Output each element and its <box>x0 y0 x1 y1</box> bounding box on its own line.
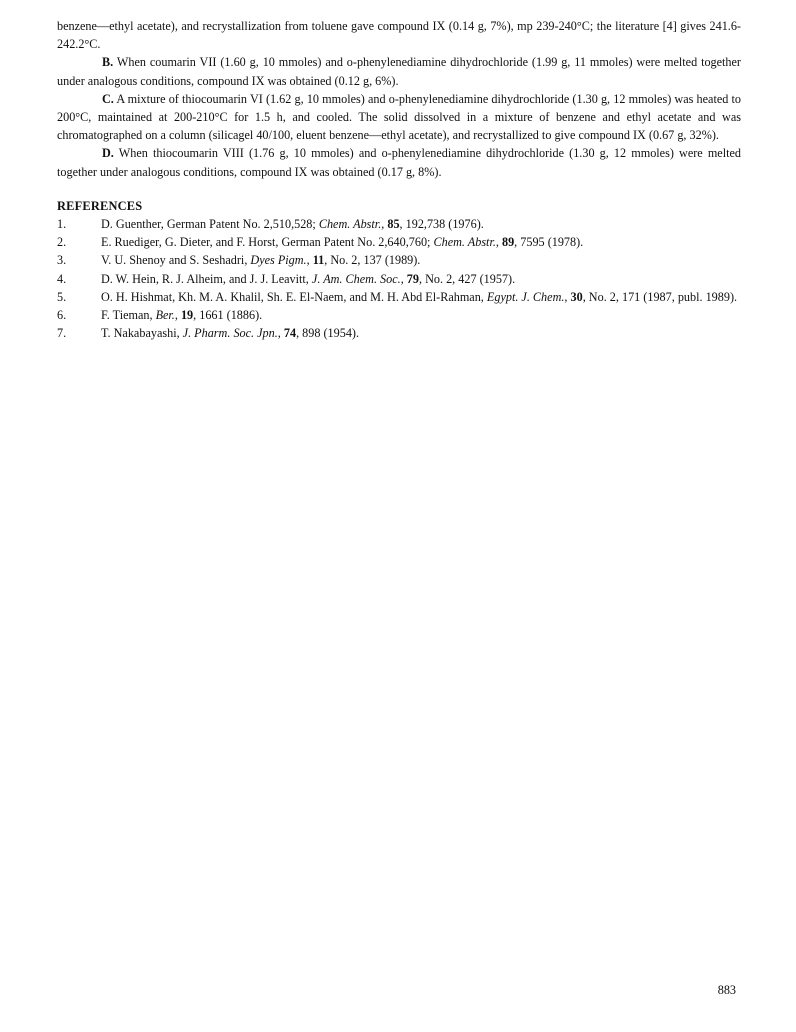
reference-item <box>57 215 741 233</box>
reference-item <box>57 324 741 342</box>
reference-number: 3. <box>57 253 67 268</box>
reference-volume: 85 <box>387 217 400 232</box>
reference-separator: , <box>306 253 313 268</box>
reference-separator: , <box>381 217 388 232</box>
reference-text <box>101 324 741 342</box>
reference-pages: , No. 2, 427 (1957). <box>418 271 516 286</box>
reference-journal: Chem. Abstr. <box>318 217 382 232</box>
paragraph-method-d <box>57 144 741 180</box>
reference-journal: Egypt. J. Chem. <box>486 289 565 304</box>
reference-journal: J. Pharm. Soc. Jpn. <box>182 326 278 341</box>
reference-text <box>101 270 741 288</box>
reference-number: 4. <box>57 271 67 286</box>
reference-journal: Chem. Abstr. <box>433 235 496 250</box>
reference-separator: , <box>277 326 284 341</box>
reference-text <box>101 251 741 269</box>
reference-pages: , 192,738 (1976). <box>399 217 484 232</box>
paragraph-text: A mixture of thiocoumarin VI (1.62 g, 10 mmoles) and o-phenylenediamine dihydrochloride (1.30 g, 12 mmoles) was heated to 200°C, maintained at 200-210°C for 1.5 h, and cooled. The solid dissolved in a mixture of benzene and ethyl acetate and was chromatographed on a column (silicagel 40/100, eluent benzene—ethyl acetate), and recrystallized to give compound IX (0.67 g, 32%). <box>57 91 741 143</box>
reference-authors: V. U. Shenoy and S. Seshadri, <box>101 253 251 268</box>
reference-separator: , <box>495 235 502 250</box>
reference-volume: 74 <box>283 326 297 341</box>
reference-item <box>57 270 741 288</box>
reference-number: 6. <box>57 308 67 323</box>
reference-text <box>101 233 741 251</box>
reference-journal: Dyes Pigm. <box>250 253 307 268</box>
paragraph-text: benzene—ethyl acetate), and recrystallization from toluene gave compound IX (0.14 g, 7%), mp 239-240°C; the literature [4] gives 241.6-242.2°C. <box>57 19 741 52</box>
paragraph-label: C. <box>102 91 114 106</box>
reference-number: 2. <box>57 235 67 250</box>
paragraph-method-b <box>57 53 741 89</box>
reference-pages: , 7595 (1978). <box>514 235 584 250</box>
reference-authors: F. Tieman, <box>101 308 156 323</box>
reference-authors: D. W. Hein, R. J. Alheim, and J. J. Leavitt, <box>101 271 312 286</box>
reference-separator: , <box>564 289 571 304</box>
reference-separator: , <box>400 271 407 286</box>
reference-item <box>57 251 741 269</box>
reference-pages: , 898 (1954). <box>296 326 360 341</box>
reference-number: 5. <box>57 289 67 304</box>
reference-item <box>57 306 741 324</box>
reference-pages: , No. 2, 171 (1987, publ. 1989). <box>582 289 738 304</box>
reference-volume: 19 <box>180 308 194 323</box>
reference-text <box>101 288 741 306</box>
reference-volume: 30 <box>570 289 583 304</box>
reference-text <box>101 306 741 324</box>
paragraph-text: When thiocoumarin VIII (1.76 g, 10 mmoles) and o-phenylenediamine dihydrochloride (1.30 g, 12 mmoles) were melted together under analogous conditions, compound IX was obtained (0.17 g, 8%). <box>57 146 741 179</box>
reference-separator: , <box>174 308 181 323</box>
reference-authors: E. Ruediger, G. Dieter, and F. Horst, German Patent No. 2,640,760; <box>101 235 434 250</box>
paragraph-label: D. <box>102 146 114 161</box>
references-heading: REFERENCES <box>57 198 143 213</box>
reference-authors: D. Guenther, German Patent No. 2,510,528; <box>101 217 319 232</box>
paragraph-method-c <box>57 90 741 145</box>
reference-number: 1. <box>57 217 67 232</box>
document-page <box>57 17 741 342</box>
reference-list <box>57 215 741 342</box>
reference-item <box>57 233 741 251</box>
reference-text <box>101 215 741 233</box>
reference-number: 7. <box>57 326 67 341</box>
reference-authors: O. H. Hishmat, Kh. M. A. Khalil, Sh. E. El-Naem, and M. H. Abd El-Rahman, <box>101 289 487 304</box>
reference-journal: Ber. <box>155 308 175 323</box>
reference-authors: T. Nakabayashi, <box>101 326 183 341</box>
reference-journal: J. Am. Chem. Soc. <box>311 271 401 286</box>
paragraph-label: B. <box>102 55 114 70</box>
reference-volume: 89 <box>501 235 515 250</box>
reference-volume: 79 <box>406 271 419 286</box>
paragraph-continuation <box>57 17 741 53</box>
reference-item <box>57 288 741 306</box>
reference-pages: , 1661 (1886). <box>193 308 263 323</box>
reference-volume: 11 <box>312 253 325 268</box>
paragraph-text: When coumarin VII (1.60 g, 10 mmoles) and o-phenylenediamine dihydrochloride (1.99 g, 11 mmoles) were melted together under analogous conditions, compound IX was obtained (0.12 g, 6%). <box>57 55 741 88</box>
page-number: 883 <box>717 983 736 997</box>
reference-pages: , No. 2, 137 (1989). <box>324 253 421 268</box>
